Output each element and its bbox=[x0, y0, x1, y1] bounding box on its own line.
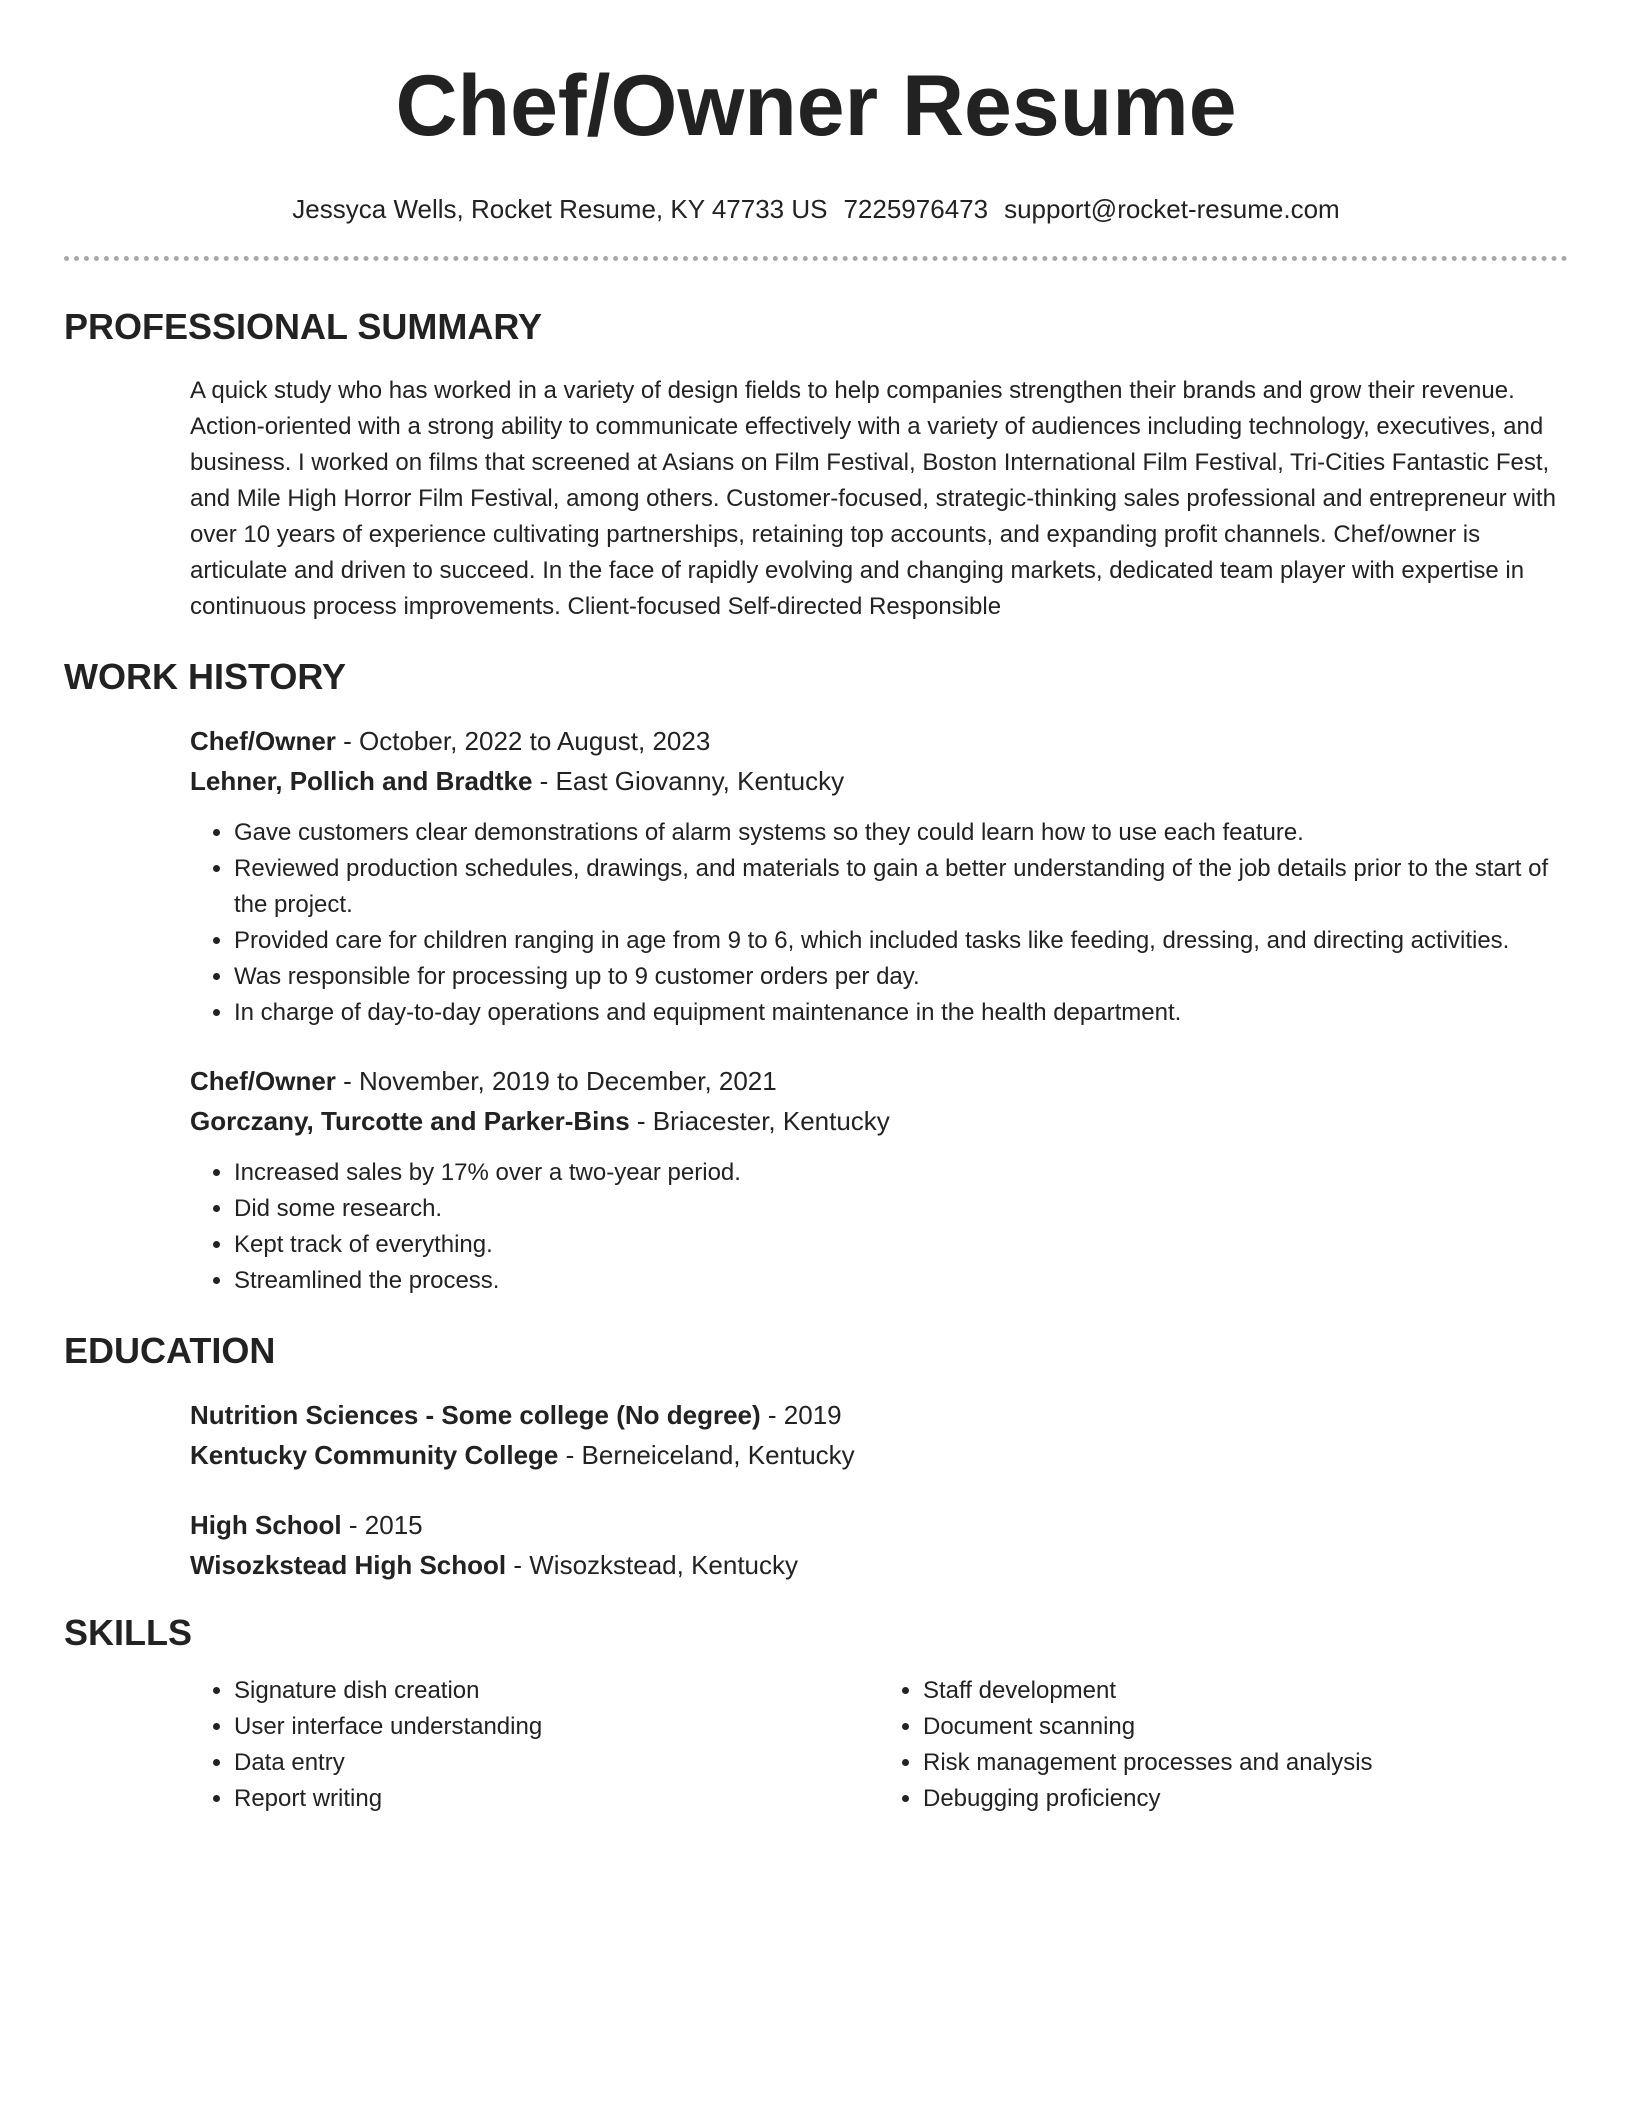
section-title-education: EDUCATION bbox=[64, 1330, 276, 1371]
section-title-summary: PROFESSIONAL SUMMARY bbox=[64, 306, 543, 347]
education-degree-line bbox=[190, 1505, 1568, 1545]
education-year: - 2019 bbox=[760, 1400, 842, 1430]
education-entry-1 bbox=[190, 1395, 1568, 1475]
job-company-line bbox=[190, 761, 1568, 801]
summary-text: A quick study who has worked in a variety of design fields to help companies strengthen their brands and grow their revenue. Action-oriented with a strong ability to communicate effectively with a variety of audiences including technology, executives, and business. I worked on films that screened at Asians on Film Festival, Boston International Film Festival, Tri-Cities Fantastic Fest, and Mile High Horror Film Festival, among others. Customer-focused, strategic-thinking sales professional and entrepreneur with over 10 years of experience cultivating partnerships, retaining top accounts, and expanding profit channels. Chef/owner is articulate and driven to succeed. In the face of rapidly evolving and changing markets, dedicated team player with expertise in continuous process improvements. Client-focused Self-directed Responsible bbox=[190, 377, 1556, 620]
section-title-work: WORK HISTORY bbox=[64, 656, 347, 697]
skill-item: • Staff development bbox=[923, 1673, 1568, 1709]
education-location: - Berneiceland, Kentucky bbox=[558, 1440, 855, 1470]
list-item: • Kept track of everything. bbox=[234, 1227, 1568, 1263]
skill-item: • Document scanning bbox=[923, 1709, 1568, 1745]
list-item: • Did some research. bbox=[234, 1191, 1568, 1227]
job-company: Gorczany, Turcotte and Parker-Bins bbox=[190, 1106, 630, 1136]
skill-item: • Debugging proficiency bbox=[923, 1781, 1568, 1817]
job-company: Lehner, Pollich and Bradtke bbox=[190, 766, 533, 796]
resume-page bbox=[64, 0, 1568, 1817]
skill-item: • Signature dish creation bbox=[234, 1673, 879, 1709]
job-dates: - October, 2022 to August, 2023 bbox=[335, 726, 711, 756]
contact-line bbox=[64, 192, 1568, 226]
job-company-line bbox=[190, 1101, 1568, 1141]
list-item: • Reviewed production schedules, drawings, and materials to gain a better understanding of the job details prior to the start of the project. bbox=[234, 851, 1568, 923]
list-item: • Provided care for children ranging in age from 9 to 6, which included tasks like feeding, dressing, and directing activities. bbox=[234, 923, 1568, 959]
list-item: • Gave customers clear demonstrations of alarm systems so they could learn how to use each feature. bbox=[234, 815, 1568, 851]
job-dates: - November, 2019 to December, 2021 bbox=[335, 1066, 777, 1096]
skills-column-right bbox=[879, 1673, 1568, 1817]
section-title-skills: SKILLS bbox=[64, 1612, 193, 1653]
list-item: • In charge of day-to-day operations and equipment maintenance in the health department. bbox=[234, 995, 1568, 1031]
education-year: - 2015 bbox=[341, 1510, 423, 1540]
education-school-line bbox=[190, 1545, 1568, 1585]
education-school-line bbox=[190, 1435, 1568, 1475]
page-title: Chef/Owner Resume bbox=[395, 58, 1237, 154]
job-bullets bbox=[190, 1155, 1568, 1299]
list-item: • Increased sales by 17% over a two-year period. bbox=[234, 1155, 1568, 1191]
education-degree: High School bbox=[190, 1510, 342, 1540]
skill-item: • Report writing bbox=[234, 1781, 879, 1817]
education-school: Wisozkstead High School bbox=[190, 1550, 507, 1580]
list-item: • Streamlined the process. bbox=[234, 1263, 1568, 1299]
job-location: - East Giovanny, Kentucky bbox=[532, 766, 845, 796]
education-school: Kentucky Community College bbox=[190, 1440, 559, 1470]
job-location: - Briacester, Kentucky bbox=[629, 1106, 890, 1136]
education-degree-line bbox=[190, 1395, 1568, 1435]
education-degree: Nutrition Sciences - Some college (No degree) bbox=[190, 1400, 761, 1430]
job-entry-1 bbox=[190, 721, 1568, 1031]
job-title-line bbox=[190, 1061, 1568, 1101]
contact-email: support@rocket-resume.com bbox=[1004, 194, 1340, 224]
job-entry-2 bbox=[190, 1061, 1568, 1299]
contact-phone: 7225976473 bbox=[843, 194, 989, 224]
list-item: • Was responsible for processing up to 9 customer orders per day. bbox=[234, 959, 1568, 995]
skills-list bbox=[190, 1673, 1568, 1817]
skill-item: • Data entry bbox=[234, 1745, 879, 1781]
skills-column-left bbox=[190, 1673, 879, 1817]
header-divider bbox=[64, 256, 1568, 261]
education-location: - Wisozkstead, Kentucky bbox=[506, 1550, 799, 1580]
job-bullets bbox=[190, 815, 1568, 1031]
skill-item: • User interface understanding bbox=[234, 1709, 879, 1745]
contact-address: Jessyca Wells, Rocket Resume, KY 47733 US bbox=[292, 194, 828, 224]
job-title-line bbox=[190, 721, 1568, 761]
job-title: Chef/Owner bbox=[190, 1066, 336, 1096]
skill-item: • Risk management processes and analysis bbox=[923, 1745, 1568, 1781]
job-title: Chef/Owner bbox=[190, 726, 336, 756]
education-entry-2 bbox=[190, 1505, 1568, 1585]
